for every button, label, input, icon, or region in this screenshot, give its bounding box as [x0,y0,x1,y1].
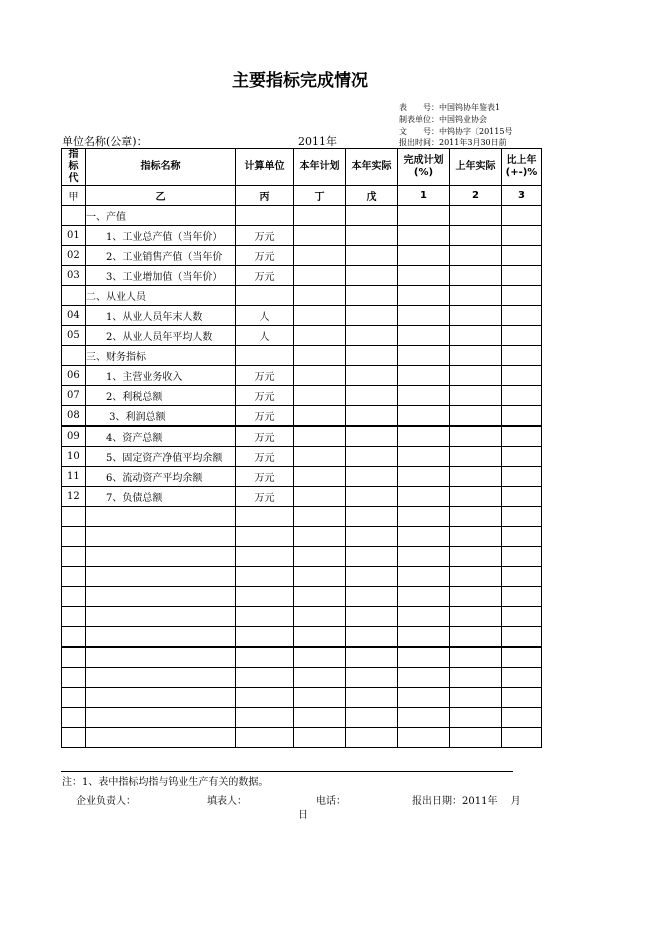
row-name: 7、负债总额 [86,487,236,507]
value-cell[interactable] [346,246,398,266]
empty-row [62,627,542,648]
empty-cell[interactable] [346,627,398,648]
empty-cell[interactable] [86,607,236,627]
empty-cell[interactable] [450,567,502,587]
empty-cell[interactable] [502,728,542,748]
empty-cell[interactable] [346,507,398,527]
value-cell[interactable] [346,426,398,447]
value-cell[interactable] [346,386,398,406]
value-cell[interactable] [450,386,502,406]
row-code: 09 [62,426,86,447]
empty-cell[interactable] [86,627,236,648]
value-cell[interactable] [398,386,450,406]
empty-cell[interactable] [236,728,294,748]
empty-cell[interactable] [62,547,86,567]
empty-cell[interactable] [294,647,346,668]
value-cell[interactable] [294,447,346,467]
value-cell[interactable] [346,487,398,507]
empty-row [62,647,542,668]
empty-cell[interactable] [502,587,542,607]
value-cell[interactable] [450,286,502,306]
report-deadline: 报出时间：2011年3月30日前 [399,138,507,147]
row-unit: 万元 [236,487,294,507]
empty-cell[interactable] [62,527,86,547]
empty-cell[interactable] [86,728,236,748]
empty-cell[interactable] [62,587,86,607]
empty-cell[interactable] [502,547,542,567]
empty-cell[interactable] [294,728,346,748]
empty-cell[interactable] [502,527,542,547]
value-cell[interactable] [502,447,542,467]
value-cell[interactable] [346,226,398,246]
empty-cell[interactable] [502,668,542,688]
value-cell[interactable] [294,226,346,246]
empty-cell[interactable] [86,507,236,527]
empty-cell[interactable] [450,708,502,728]
table-row [62,226,542,246]
value-cell[interactable] [346,447,398,467]
value-cell[interactable] [294,487,346,507]
value-cell[interactable] [398,206,450,226]
empty-cell[interactable] [450,527,502,547]
empty-cell[interactable] [346,708,398,728]
header-plan: 本年计划 [294,149,346,186]
table-note: 注：1、表中指标均指与钨业生产有关的数据。 [62,777,269,788]
empty-row [62,607,542,627]
value-cell[interactable] [294,406,346,427]
empty-row [62,728,542,748]
row-name: 三、财务指标 [86,346,236,366]
signature-head: 企业负责人： [76,796,136,807]
row-unit [236,286,294,306]
value-cell[interactable] [450,406,502,427]
value-cell[interactable] [294,467,346,487]
empty-row [62,547,542,567]
value-cell[interactable] [450,426,502,447]
value-cell[interactable] [450,467,502,487]
value-cell[interactable] [502,346,542,366]
empty-cell[interactable] [398,728,450,748]
header-name: 指标名称 [86,149,236,186]
empty-cell[interactable] [86,527,236,547]
empty-row [62,688,542,708]
row-code: 12 [62,487,86,507]
empty-cell[interactable] [450,607,502,627]
empty-cell[interactable] [398,627,450,648]
empty-cell[interactable] [398,567,450,587]
subheader-cell: 3 [502,186,542,206]
empty-cell[interactable] [346,647,398,668]
value-cell[interactable] [294,386,346,406]
table-row [62,246,542,266]
value-cell[interactable] [398,266,450,286]
empty-cell[interactable] [346,527,398,547]
empty-cell[interactable] [450,627,502,648]
empty-cell[interactable] [346,728,398,748]
subheader-cell: 丁 [294,186,346,206]
row-code: 05 [62,326,86,346]
row-name: 2、利税总额 [86,386,236,406]
value-cell[interactable] [450,487,502,507]
empty-cell[interactable] [62,708,86,728]
empty-cell[interactable] [86,708,236,728]
row-unit: 万元 [236,447,294,467]
value-cell[interactable] [450,226,502,246]
table-row [62,206,542,226]
value-cell[interactable] [346,467,398,487]
subheader-cell: 2 [450,186,502,206]
value-cell[interactable] [450,366,502,386]
empty-cell[interactable] [294,547,346,567]
empty-cell[interactable] [346,547,398,567]
empty-cell[interactable] [236,688,294,708]
row-code: 02 [62,246,86,266]
row-unit: 万元 [236,246,294,266]
row-unit: 人 [236,326,294,346]
empty-cell[interactable] [398,547,450,567]
value-cell[interactable] [450,306,502,326]
column-code-row [62,186,542,206]
value-cell[interactable] [450,266,502,286]
unit-name-label: 单位名称(公章)： [62,135,148,148]
empty-cell[interactable] [346,688,398,708]
empty-cell[interactable] [236,647,294,668]
empty-cell[interactable] [62,507,86,527]
empty-cell[interactable] [450,507,502,527]
table-row [62,487,542,507]
value-cell[interactable] [502,326,542,346]
header-row [62,149,542,186]
value-cell[interactable] [294,366,346,386]
row-code: 08 [62,406,86,427]
empty-cell[interactable] [294,527,346,547]
row-code [62,346,86,366]
table-row [62,426,542,447]
row-unit: 万元 [236,406,294,427]
empty-cell[interactable] [502,567,542,587]
empty-cell[interactable] [62,668,86,688]
value-cell[interactable] [502,306,542,326]
row-unit: 万元 [236,226,294,246]
empty-cell[interactable] [86,668,236,688]
empty-cell[interactable] [294,567,346,587]
empty-cell[interactable] [236,607,294,627]
row-code: 01 [62,226,86,246]
empty-cell[interactable] [62,627,86,648]
empty-cell[interactable] [450,647,502,668]
empty-cell[interactable] [450,688,502,708]
subheader-cell: 乙 [86,186,236,206]
value-cell[interactable] [398,447,450,467]
empty-cell[interactable] [450,587,502,607]
value-cell[interactable] [398,406,450,427]
row-name: 2、工业销售产值（当年价 [86,246,236,266]
row-name: 2、从业人员年平均人数 [86,326,236,346]
row-code: 10 [62,447,86,467]
signature-date: 报出日期：2011年 月 [412,796,521,807]
value-cell[interactable] [398,306,450,326]
empty-cell[interactable] [398,587,450,607]
row-unit: 万元 [236,366,294,386]
empty-cell[interactable] [450,668,502,688]
row-code [62,206,86,226]
row-code: 04 [62,306,86,326]
value-cell[interactable] [502,266,542,286]
table-row [62,326,542,346]
value-cell[interactable] [346,286,398,306]
value-cell[interactable] [502,246,542,266]
empty-cell[interactable] [346,668,398,688]
empty-cell[interactable] [502,688,542,708]
empty-cell[interactable] [62,728,86,748]
value-cell[interactable] [294,286,346,306]
subheader-cell: 戊 [346,186,398,206]
value-cell[interactable] [398,286,450,306]
row-code: 06 [62,366,86,386]
table-row [62,266,542,286]
value-cell[interactable] [294,346,346,366]
empty-cell[interactable] [86,567,236,587]
value-cell[interactable] [398,346,450,366]
value-cell[interactable] [398,426,450,447]
row-name: 4、资产总额 [86,426,236,447]
empty-cell[interactable] [86,688,236,708]
value-cell[interactable] [398,467,450,487]
table-row [62,447,542,467]
table-bottom-rule [61,771,513,772]
row-name: 二、从业人员 [86,286,236,306]
value-cell[interactable] [346,366,398,386]
value-cell[interactable] [398,487,450,507]
table-row [62,306,542,326]
empty-cell[interactable] [502,647,542,668]
empty-cell[interactable] [398,647,450,668]
empty-cell[interactable] [398,688,450,708]
row-code [62,286,86,306]
value-cell[interactable] [398,226,450,246]
value-cell[interactable] [398,366,450,386]
value-cell[interactable] [450,206,502,226]
value-cell[interactable] [294,326,346,346]
empty-cell[interactable] [62,567,86,587]
row-code: 07 [62,386,86,406]
subheader-cell: 丙 [236,186,294,206]
row-name: 3、利润总额 [86,406,236,427]
indicator-table [61,148,542,748]
value-cell[interactable] [450,326,502,346]
form-number: 表 号：中国钨协年鉴表1 [399,103,501,112]
signature-phone: 电话： [316,796,346,807]
empty-row [62,527,542,547]
row-unit: 万元 [236,426,294,447]
empty-cell[interactable] [236,547,294,567]
value-cell[interactable] [346,406,398,427]
row-name: 1、工业总产值（当年价） [86,226,236,246]
empty-cell[interactable] [398,708,450,728]
empty-row [62,668,542,688]
value-cell[interactable] [502,286,542,306]
value-cell[interactable] [294,306,346,326]
subheader-cell: 1 [398,186,450,206]
signature-day: 日 [298,810,308,821]
header-code: 指 标 代 [62,149,86,186]
value-cell[interactable] [294,426,346,447]
value-cell[interactable] [502,406,542,427]
empty-row [62,708,542,728]
empty-cell[interactable] [346,607,398,627]
value-cell[interactable] [346,346,398,366]
empty-cell[interactable] [398,527,450,547]
empty-cell[interactable] [346,587,398,607]
value-cell[interactable] [502,386,542,406]
row-unit: 万元 [236,386,294,406]
value-cell[interactable] [450,246,502,266]
value-cell[interactable] [502,226,542,246]
empty-cell[interactable] [86,587,236,607]
row-code: 11 [62,467,86,487]
empty-cell[interactable] [236,668,294,688]
empty-cell[interactable] [236,527,294,547]
value-cell[interactable] [502,206,542,226]
empty-cell[interactable] [294,607,346,627]
empty-cell[interactable] [398,668,450,688]
header-actual: 本年实际 [346,149,398,186]
empty-cell[interactable] [294,587,346,607]
row-code: 03 [62,266,86,286]
empty-cell[interactable] [294,627,346,648]
value-cell[interactable] [502,426,542,447]
empty-cell[interactable] [236,507,294,527]
value-cell[interactable] [398,246,450,266]
value-cell[interactable] [346,326,398,346]
empty-cell[interactable] [502,627,542,648]
empty-cell[interactable] [450,728,502,748]
value-cell[interactable] [398,326,450,346]
empty-row [62,507,542,527]
empty-row [62,587,542,607]
header-unit: 计算单位 [236,149,294,186]
table-row [62,406,542,427]
value-cell[interactable] [450,346,502,366]
value-cell[interactable] [346,306,398,326]
subheader-cell: 甲 [62,186,86,206]
row-name: 1、从业人员年末人数 [86,306,236,326]
value-cell[interactable] [502,487,542,507]
document-number: 文 号：中钨协字〔20115号 [399,127,513,136]
empty-cell[interactable] [502,708,542,728]
maker-unit: 制表单位：中国钨业协会 [399,115,487,124]
empty-cell[interactable] [236,567,294,587]
header-change: 比上年(+-)% [502,149,542,186]
page-title: 主要指标完成情况 [232,71,368,91]
row-name: 3、工业增加值（当年价） [86,266,236,286]
row-unit: 万元 [236,266,294,286]
row-unit [236,206,294,226]
table-row [62,386,542,406]
row-unit: 万元 [236,467,294,487]
value-cell[interactable] [346,206,398,226]
value-cell[interactable] [346,266,398,286]
value-cell[interactable] [450,447,502,467]
value-cell[interactable] [502,366,542,386]
empty-cell[interactable] [450,547,502,567]
empty-cell[interactable] [398,607,450,627]
empty-cell[interactable] [502,507,542,527]
empty-row [62,567,542,587]
row-name: 6、流动资产平均余额 [86,467,236,487]
report-year: 2011年 [298,135,337,148]
row-name: 5、固定资产净值平均余额 [86,447,236,467]
row-name: 1、主营业务收入 [86,366,236,386]
empty-cell[interactable] [294,507,346,527]
table-row [62,366,542,386]
value-cell[interactable] [294,246,346,266]
empty-cell[interactable] [236,627,294,648]
row-name: 一、产值 [86,206,236,226]
empty-cell[interactable] [294,688,346,708]
table-row [62,286,542,306]
empty-cell[interactable] [62,647,86,668]
table-row [62,467,542,487]
empty-cell[interactable] [236,587,294,607]
header-completion: 完成计划(%) [398,149,450,186]
empty-cell[interactable] [62,607,86,627]
empty-cell[interactable] [294,708,346,728]
empty-cell[interactable] [236,708,294,728]
signature-filler: 填表人： [207,796,247,807]
value-cell[interactable] [294,266,346,286]
empty-cell[interactable] [86,647,236,668]
empty-cell[interactable] [294,668,346,688]
empty-cell[interactable] [346,567,398,587]
empty-cell[interactable] [502,607,542,627]
row-unit [236,346,294,366]
empty-cell[interactable] [86,547,236,567]
value-cell[interactable] [294,206,346,226]
empty-cell[interactable] [398,507,450,527]
row-unit: 人 [236,306,294,326]
value-cell[interactable] [502,467,542,487]
empty-cell[interactable] [62,688,86,708]
table-row [62,346,542,366]
header-last-year: 上年实际 [450,149,502,186]
